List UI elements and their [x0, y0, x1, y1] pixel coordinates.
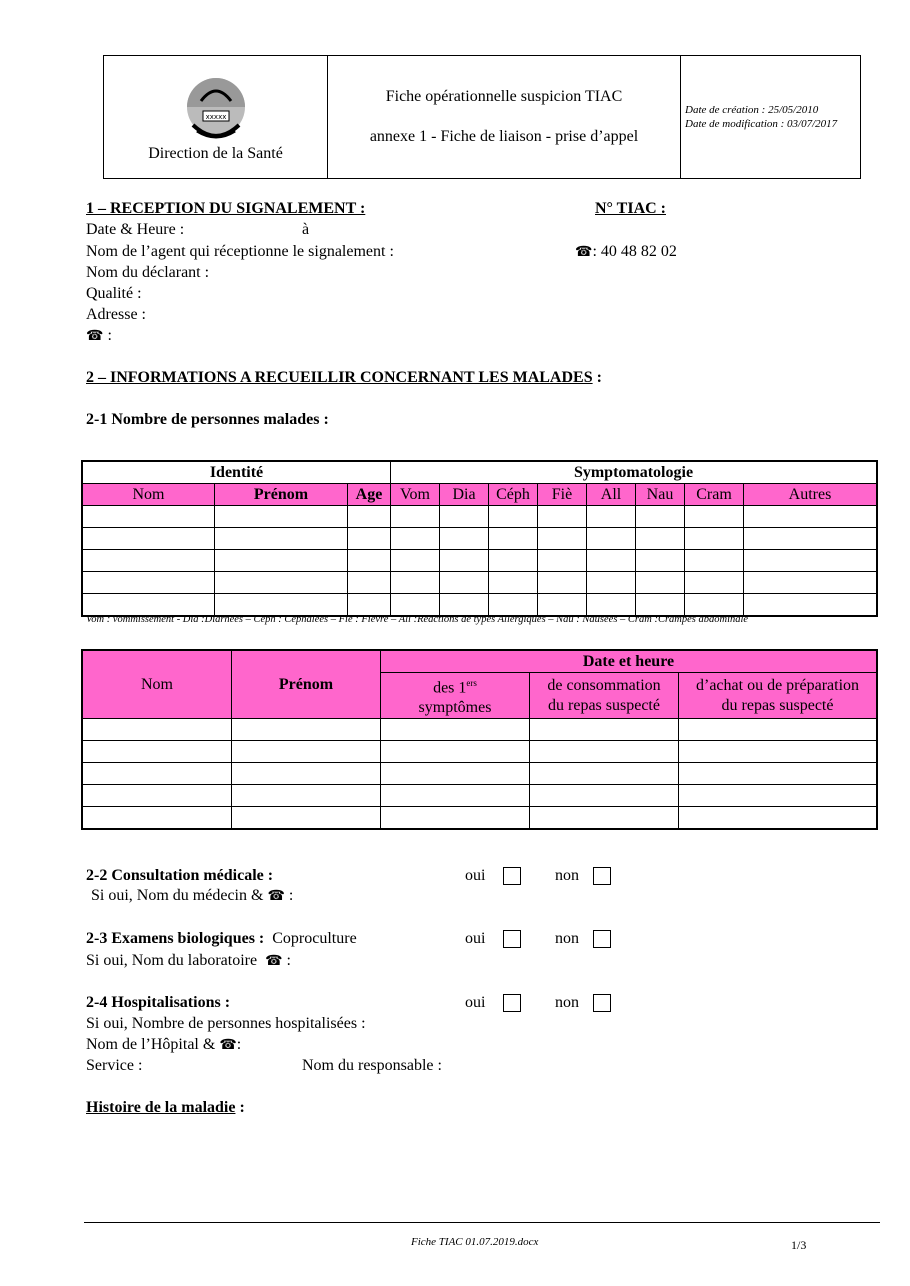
col-nom: Nom: [82, 484, 215, 506]
table-row[interactable]: [82, 594, 877, 617]
table1-header-row: [82, 484, 877, 506]
non-label: non: [555, 994, 579, 1011]
phone-icon: ☎: [86, 329, 104, 344]
symptoms-table: [81, 460, 878, 617]
agent-label: Nom de l’agent qui réceptionne le signalement :: [86, 243, 394, 260]
phone-suffix: :: [103, 327, 112, 344]
table-row[interactable]: [82, 785, 877, 807]
oui-label: oui: [465, 930, 486, 947]
phone-icon: ☎: [575, 245, 593, 260]
creation-date: Date de création : 25/05/2010: [685, 104, 819, 116]
table-row[interactable]: [82, 807, 877, 830]
c2-line2: du repas suspecté: [548, 696, 660, 714]
phone-icon: ☎: [267, 889, 285, 904]
section2-title-text: 2 – INFORMATIONS A RECUEILLIR CONCERNANT LES MALADES: [86, 369, 593, 386]
hospitalisation-oui-checkbox[interactable]: [503, 994, 521, 1012]
dates-table: [81, 649, 878, 830]
oui-label: oui: [465, 994, 486, 1011]
col-age: Age: [348, 484, 391, 506]
laboratoire-label: Si oui, Nom du laboratoire: [86, 952, 258, 969]
non-label: non: [555, 867, 579, 884]
date-heure-header: Date et heure: [381, 650, 878, 673]
phone-icon: ☎: [265, 954, 283, 969]
date-a-label: à: [302, 221, 310, 238]
col-autres: Autres: [744, 484, 878, 506]
col-fie: Fiè: [538, 484, 587, 506]
c3-line2: du repas suspecté: [721, 696, 834, 714]
oui-label: oui: [465, 867, 486, 884]
phone-number: : 40 48 82 02: [592, 243, 677, 260]
laboratoire-line: [86, 952, 291, 970]
hopital-label: Nom de l’Hôpital &: [86, 1036, 216, 1053]
histoire-label: Histoire de la maladie: [86, 1099, 236, 1116]
logo-cell: [104, 56, 328, 179]
section1-title: 1 – RECEPTION DU SIGNALEMENT :: [86, 200, 366, 217]
table-row[interactable]: [82, 528, 877, 550]
responsable-label: Nom du responsable :: [302, 1057, 442, 1074]
declarant-phone: [86, 327, 112, 345]
section2-3-line: [86, 930, 357, 948]
form-title: Fiche opérationnelle suspicion TIAC: [385, 88, 623, 105]
symptomatologie-header: Symptomatologie: [391, 461, 878, 484]
org-name: Direction de la Santé: [148, 145, 283, 162]
col-all: All: [587, 484, 636, 506]
date-heure-label: Date & Heure :: [86, 221, 185, 238]
col-vom: Vom: [391, 484, 440, 506]
c1-line1: des 1: [433, 679, 467, 697]
coproculture-label: Coproculture: [272, 930, 357, 947]
c1-sup: ers: [466, 678, 477, 688]
phone-icon: ☎: [219, 1038, 237, 1053]
tiac-number-label: N° TIAC :: [595, 200, 666, 217]
service-label: Service :: [86, 1057, 143, 1074]
c3-line1: d’achat ou de préparation: [695, 676, 860, 694]
table-row[interactable]: [82, 506, 877, 528]
table-row[interactable]: [82, 550, 877, 572]
dates-cell: [681, 56, 861, 179]
c2-line1: de consommation: [547, 676, 661, 694]
section2-title-suffix: :: [592, 369, 602, 386]
medecin-line: [91, 887, 293, 905]
histoire-line: [86, 1099, 245, 1117]
adresse-label: Adresse :: [86, 306, 146, 323]
col2-consommation: [530, 673, 679, 719]
col-cram: Cram: [685, 484, 744, 506]
declarant-label: Nom du déclarant :: [86, 264, 210, 281]
col2-premiers-symptomes: [381, 673, 530, 719]
agent-phone: [575, 243, 677, 261]
hopital-line: Nom de l’Hôpital & ☎:: [86, 1036, 242, 1053]
footer-divider: [84, 1222, 880, 1223]
table-row[interactable]: [82, 763, 877, 785]
col2-prenom: Prénom: [232, 650, 381, 719]
section2-title: [86, 369, 602, 387]
page-number: 1/3: [791, 1238, 807, 1252]
consultation-non-checkbox[interactable]: [593, 867, 611, 885]
non-label: non: [555, 930, 579, 947]
table-row[interactable]: [82, 741, 877, 763]
col-prenom: Prénom: [215, 484, 348, 506]
identite-header: Identité: [82, 461, 391, 484]
col-nau: Nau: [636, 484, 685, 506]
phone-suffix: :: [284, 887, 294, 904]
col-dia: Dia: [440, 484, 489, 506]
col-ceph: Céph: [489, 484, 538, 506]
examens-oui-checkbox[interactable]: [503, 930, 521, 948]
consultation-oui-checkbox[interactable]: [503, 867, 521, 885]
hospitalises-label: Si oui, Nombre de personnes hospitalisées :: [86, 1015, 366, 1032]
emblem-icon: [181, 77, 251, 141]
table-row[interactable]: [82, 572, 877, 594]
title-cell: [328, 56, 681, 179]
hospitalisation-non-checkbox[interactable]: [593, 994, 611, 1012]
document-header: [103, 55, 861, 179]
examens-non-checkbox[interactable]: [593, 930, 611, 948]
section2-1-title: 2-1 Nombre de personnes malades :: [86, 411, 329, 428]
table-row[interactable]: [82, 719, 877, 741]
svg-text:xxxxx: xxxxx: [205, 113, 226, 121]
form-subtitle: annexe 1 - Fiche de liaison - prise d’appel: [369, 128, 639, 145]
abbreviations-note: Vom : vommissement - Dia :Diarhées – Céph : Céphalées – Fiè : Fièvre – All :Réactions de types Allergiques – Nau : Nausées – Cram :Crampes abdominale: [86, 614, 749, 625]
phone-suffix: :: [282, 952, 291, 969]
section2-4-title: 2-4 Hospitalisations :: [86, 994, 231, 1011]
col2-achat: [679, 673, 878, 719]
modification-date: Date de modification : 03/07/2017: [685, 118, 838, 130]
qualite-label: Qualité :: [86, 285, 142, 302]
col2-nom: Nom: [82, 650, 232, 719]
section2-2-title: 2-2 Consultation médicale :: [86, 867, 274, 884]
footer-filename: Fiche TIAC 01.07.2019.docx: [411, 1236, 539, 1248]
section2-3-title: 2-3 Examens biologiques :: [86, 930, 265, 947]
histoire-suffix: :: [235, 1099, 245, 1116]
c1-line2: symptômes: [418, 699, 492, 717]
medecin-label: Si oui, Nom du médecin &: [91, 887, 264, 904]
